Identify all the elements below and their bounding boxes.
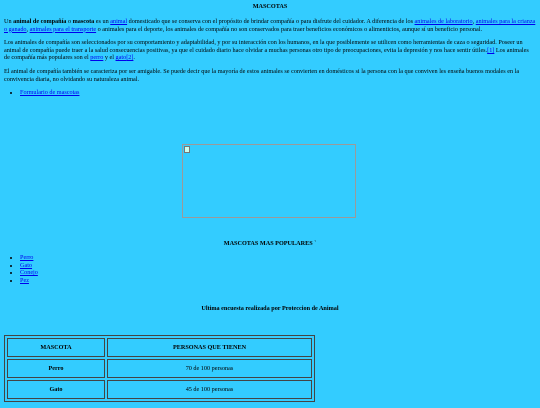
link-pet-perro[interactable]: Perro: [20, 254, 34, 261]
reference-1[interactable]: [1]: [487, 46, 495, 54]
form-link-list: [4, 89, 536, 97]
link-gato[interactable]: gato: [115, 54, 127, 62]
survey-title: Ultima encuesta realizada por Proteccion de Animal: [201, 305, 339, 312]
table-row: [7, 359, 312, 378]
broken-image-icon: [184, 146, 190, 153]
reference-2[interactable]: [2]: [126, 54, 134, 62]
popular-pets-title: MASCOTAS MAS POPULARES `: [223, 240, 317, 247]
link-animales-laboratorio[interactable]: animales de laboratorio: [414, 18, 473, 25]
table-cell: Gato: [7, 380, 105, 399]
link-pet-conejo[interactable]: Conejo: [20, 269, 38, 277]
list-item: [20, 89, 536, 97]
link-pet-pez[interactable]: Pez: [20, 276, 29, 284]
list-item: [20, 277, 38, 285]
second-paragraph: Los animales de compañía son seleccionados por su comportamiento y adaptabilidad, y por su interacción con los humanos, en la que posiblemente se utilicen como herramientas de caza o seguridad. Poseer un animal de compañía puede traer a la salud consecuencias positivas, ya que el cuidado diario hace olvidar a muchas personas otro tipo de preocupaciones, evita la depresión y nos hace sentir útiles.[1] Los animales de compañía más populares son el perro y el gato[2].: [4, 39, 529, 62]
column-header-personas: PERSONAS QUE TIENEN: [107, 338, 312, 357]
term-mascota: mascota: [72, 18, 95, 25]
link-formulario-mascotas[interactable]: Formulario de mascotas: [20, 89, 80, 97]
intro-paragraph: Un animal de compañía o mascota es un animal domesticado que se conserva con el propósito de brindar compañía o para disfrute del cuidador. A diferencia de los animales de laboratorio, animales para la crianza o ganado, animales para el transporte o animales para el deporte, los animales de compañía no son conservados para traer beneficios económicos o alimenticios, aunque sí un beneficio personal.: [4, 18, 536, 33]
page: [0, 3, 540, 408]
list-item: [20, 262, 38, 270]
page-title: MASCOTAS: [252, 3, 288, 10]
survey-table: [4, 335, 315, 402]
broken-image: [182, 144, 356, 218]
link-pet-gato[interactable]: Gato: [20, 261, 33, 269]
table-header-row: [7, 338, 312, 357]
link-animales-transporte[interactable]: animales para el transporte: [29, 25, 97, 33]
table-cell: 45 de 100 personas: [107, 380, 312, 399]
link-animal[interactable]: animal: [110, 18, 128, 25]
column-header-mascota: MASCOTA: [7, 338, 105, 357]
table-cell: 70 de 100 personas: [107, 359, 312, 378]
third-paragraph: El animal de compañía también se caracteriza por ser amigable. Se puede decir que la mayoría de estos animales se convierten en domésticos si la persona con la que conviven les enseña buenos modales en la convivencia diaria, no olvidando su naturaleza animal.: [4, 67, 520, 83]
list-item: [20, 269, 38, 277]
popular-pets-list: [4, 254, 38, 284]
table-row: [7, 380, 312, 399]
list-item: [20, 254, 38, 262]
link-perro[interactable]: perro: [90, 54, 104, 62]
term-animal-compania: animal de compañía: [13, 18, 67, 25]
table-cell: Perro: [7, 359, 105, 378]
link-animales-crianza[interactable]: animales para la crianza o ganado: [4, 18, 536, 33]
